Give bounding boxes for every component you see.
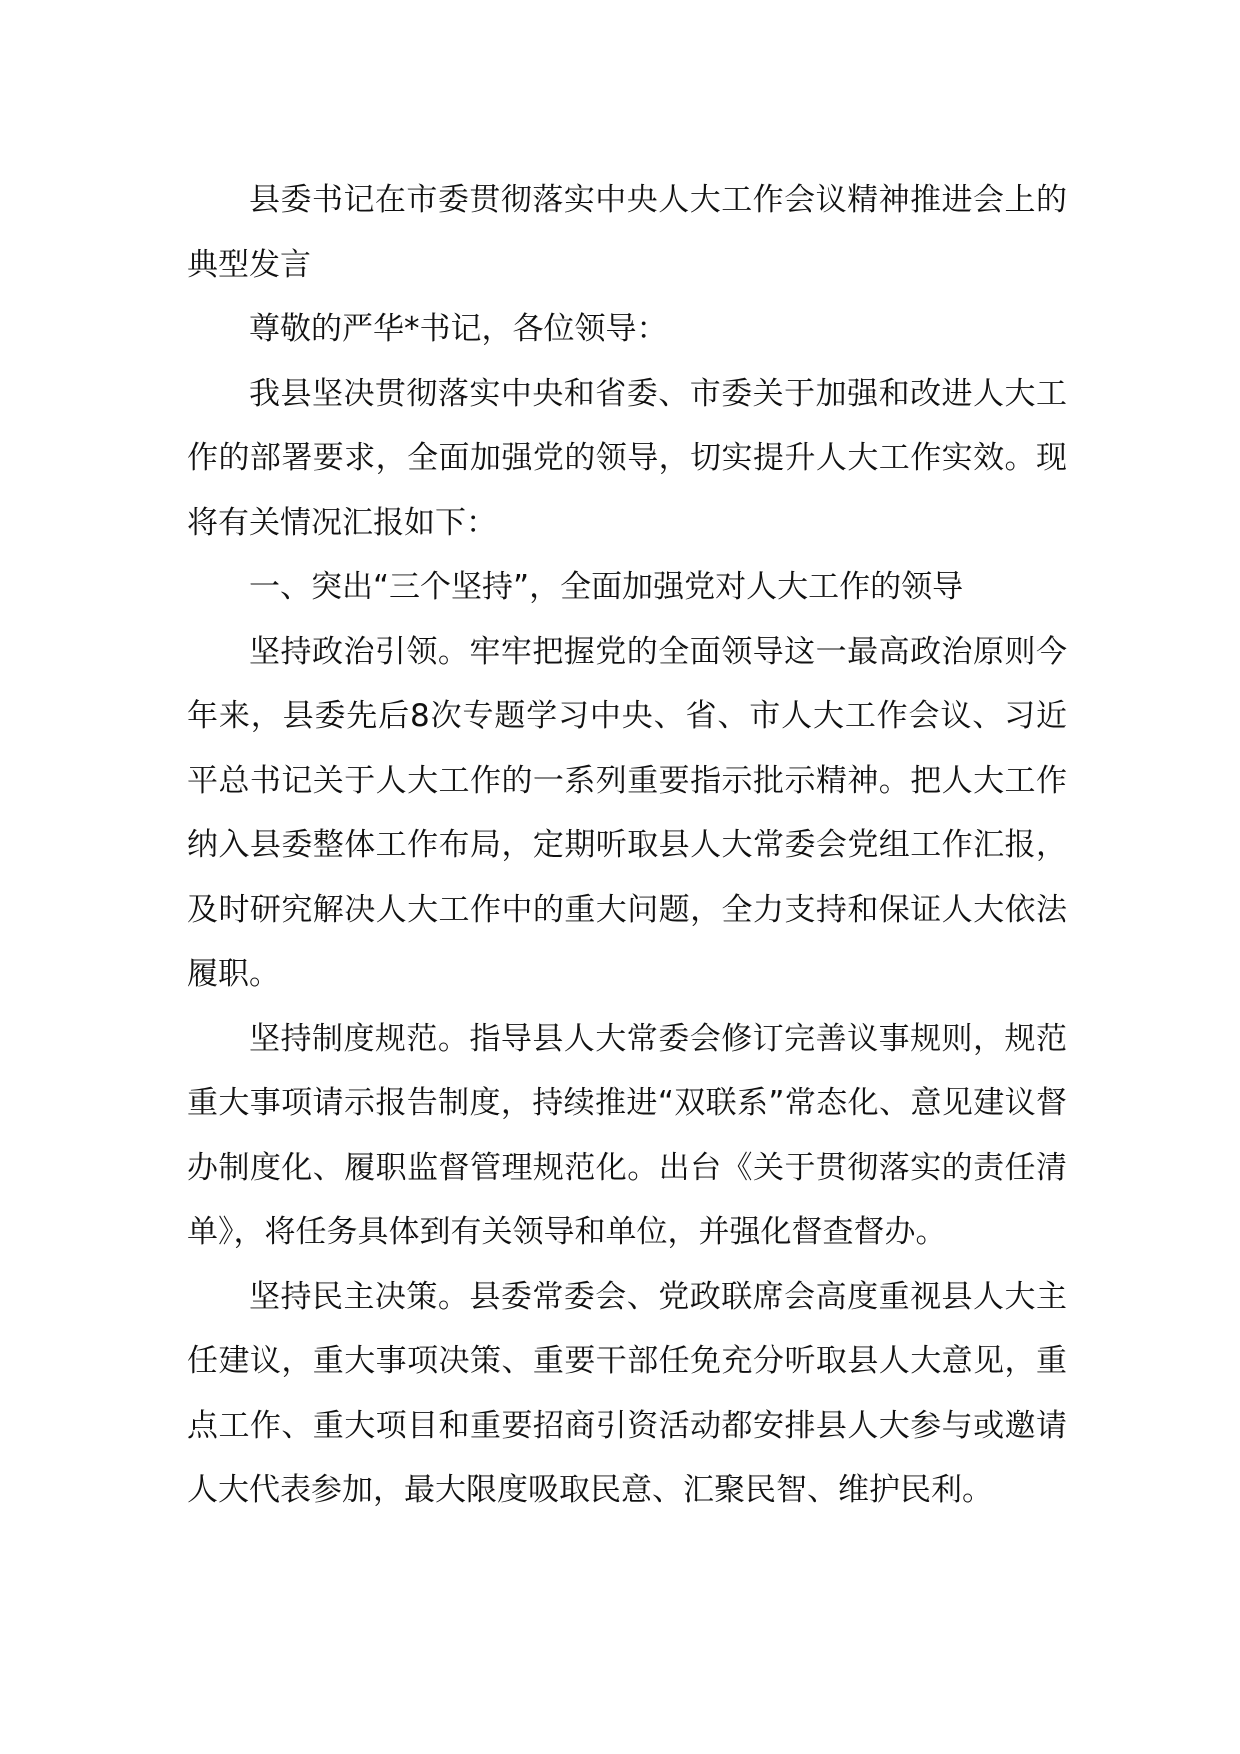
section-heading: 一、突出“三个坚持”，全面加强党对人大工作的领导 <box>249 569 964 605</box>
document-body <box>187 168 1067 1523</box>
salutation: 尊敬的严华*书记，各位领导： <box>249 311 668 347</box>
paragraph-institutional-norms: 坚持制度规范。指导县人大常委会修订完善议事规则，规范重大事项请示报告制度，持续推进“双联系”常态化、意见建议督办制度化、履职监督管理规范化。出台《关于贯彻落实的责任清单》，将任务具体到有关领导和单位，并强化督查督办。 <box>187 1020 1067 1250</box>
intro-paragraph: 我县坚决贯彻落实中央和省委、市委关于加强和改进人大工作的部署要求，全面加强党的领导，切实提升人大工作实效。现将有关情况汇报如下： <box>187 375 1067 541</box>
document-title: 县委书记在市委贯彻落实中央人大工作会议精神推进会上的典型发言 <box>187 182 1067 283</box>
paragraph-political-guidance: 坚持政治引领。牢牢把握党的全面领导这一最高政治原则今年来，县委先后8次专题学习中央、省、市人大工作会议、习近平总书记关于人大工作的一系列重要指示批示精神。把人大工作纳入县委整体工作布局，定期听取县人大常委会党组工作汇报，及时研究解决人大工作中的重大问题，全力支持和保证人大依法履职。 <box>187 633 1067 992</box>
paragraph-democratic-decision: 坚持民主决策。县委常委会、党政联席会高度重视县人大主任建议，重大事项决策、重要干部任免充分听取县人大意见，重点工作、重大项目和重要招商引资活动都安排县人大参与或邀请人大代表参加，最大限度吸取民意、汇聚民智、维护民利。 <box>187 1278 1067 1508</box>
